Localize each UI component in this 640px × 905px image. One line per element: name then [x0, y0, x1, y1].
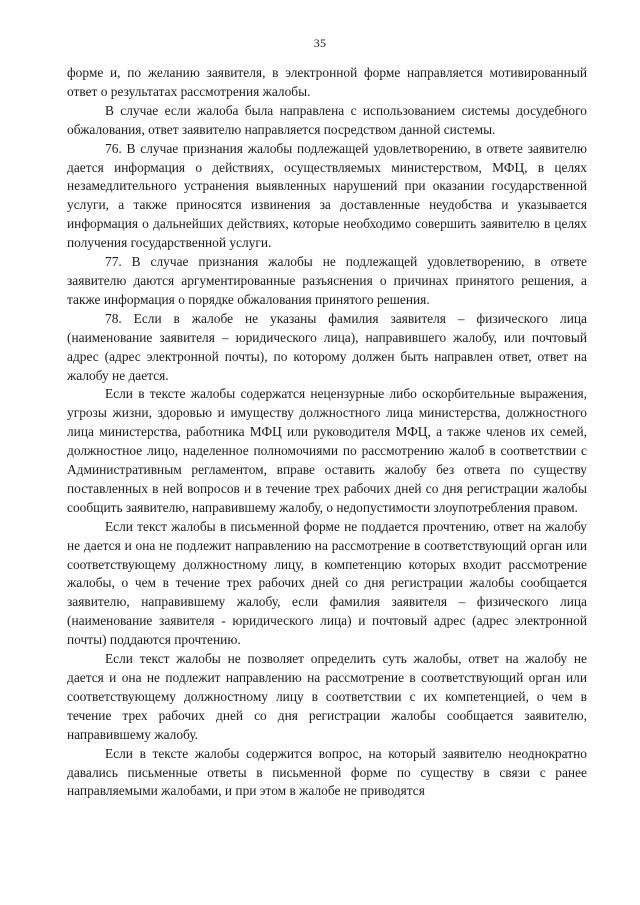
paragraph-77: 77. В случае признания жалобы не подлежащей удовлетворению, в ответе заявителю даются аргументированные разъяснения о причинах принятого решения, а также информация о порядке обжалования принятого решения.: [67, 254, 587, 307]
paragraph-76: 76. В случае признания жалобы подлежащей удовлетворению, в ответе заявителю дается информация о действиях, осуществляемых министерством, МФЦ, в целях незамедлительного устранения выявленных нарушений при оказании государственной услуги, а также приносятся извинения за доставленные неудобства и указывается информация о дальнейших действиях, которые необходимо совершить заявителю в целях получения государственной услуги.: [67, 140, 587, 251]
paragraph-repeated-question: Если в тексте жалобы содержится вопрос, на который заявителю неоднократно давались письменные ответы в письменной форме по существу в связи с ранее направляемыми жалобами, и при этом в жалобе не приводятся: [67, 745, 587, 799]
paragraph-offensive-language: Если в тексте жалобы содержатся нецензурные либо оскорбительные выражения, угрозы жизни, здоровью и имуществу должностного лица министерства, должностного лица министерства, работника МФЦ или руководителя МФЦ, а также членов их семей, должностное лицо, наделенное полномочиями по рассмотрению жалоб в соответствии с Административным регламентом, вправе оставить жалобу без ответа по существу поставленных в ней вопросов и в течение трех рабочих дней со дня регистрации жалобы сообщить заявителю, направившему жалобу, о недопустимости злоупотребления правом.: [67, 386, 587, 515]
paragraph-undeterminable-essence: Если текст жалобы не позволяет определить суть жалобы, ответ на жалобу не дается и она не подлежит направлению на рассмотрение в соответствующий орган или соответствующему должностному лицу в соответствии с их компетенцией, о чем в течение трех рабочих дней со дня регистрации жалобы сообщается заявителю, направившему жалобу.: [67, 651, 587, 742]
page-number: 35: [313, 36, 327, 50]
paragraph-78: 78. Если в жалобе не указаны фамилия заявителя – физического лица (наименование заявителя – юридического лица), направившего жалобу, или почтовый адрес (адрес электронной почты), по которому должен быть направлен ответ, ответ на жалобу не дается.: [67, 310, 587, 383]
paragraph-pre-appeal-system: В случае если жалоба была направлена с использованием системы досудебного обжалования, ответ заявителю направляется посредством данной системы.: [67, 102, 587, 137]
document-body: [67, 64, 587, 801]
paragraph-unreadable-text: Если текст жалобы в письменной форме не поддается прочтению, ответ на жалобу не дается и она не подлежит направлению на рассмотрение в соответствующий орган или соответствующему должностному лицу, в компетенцию которых входит рассмотрение жалобы, о чем в течение трех рабочих дней со дня регистрации жалобы сообщается заявителю, направившему жалобу, если фамилия заявителя – физического лица (наименование заявителя - юридического лица) и почтовый адрес (адрес электронной почты) поддаются прочтению.: [67, 518, 587, 648]
paragraph-continuation: форме и, по желанию заявителя, в электронной форме направляется мотивированный ответ о результатах рассмотрения жалобы.: [67, 65, 587, 99]
